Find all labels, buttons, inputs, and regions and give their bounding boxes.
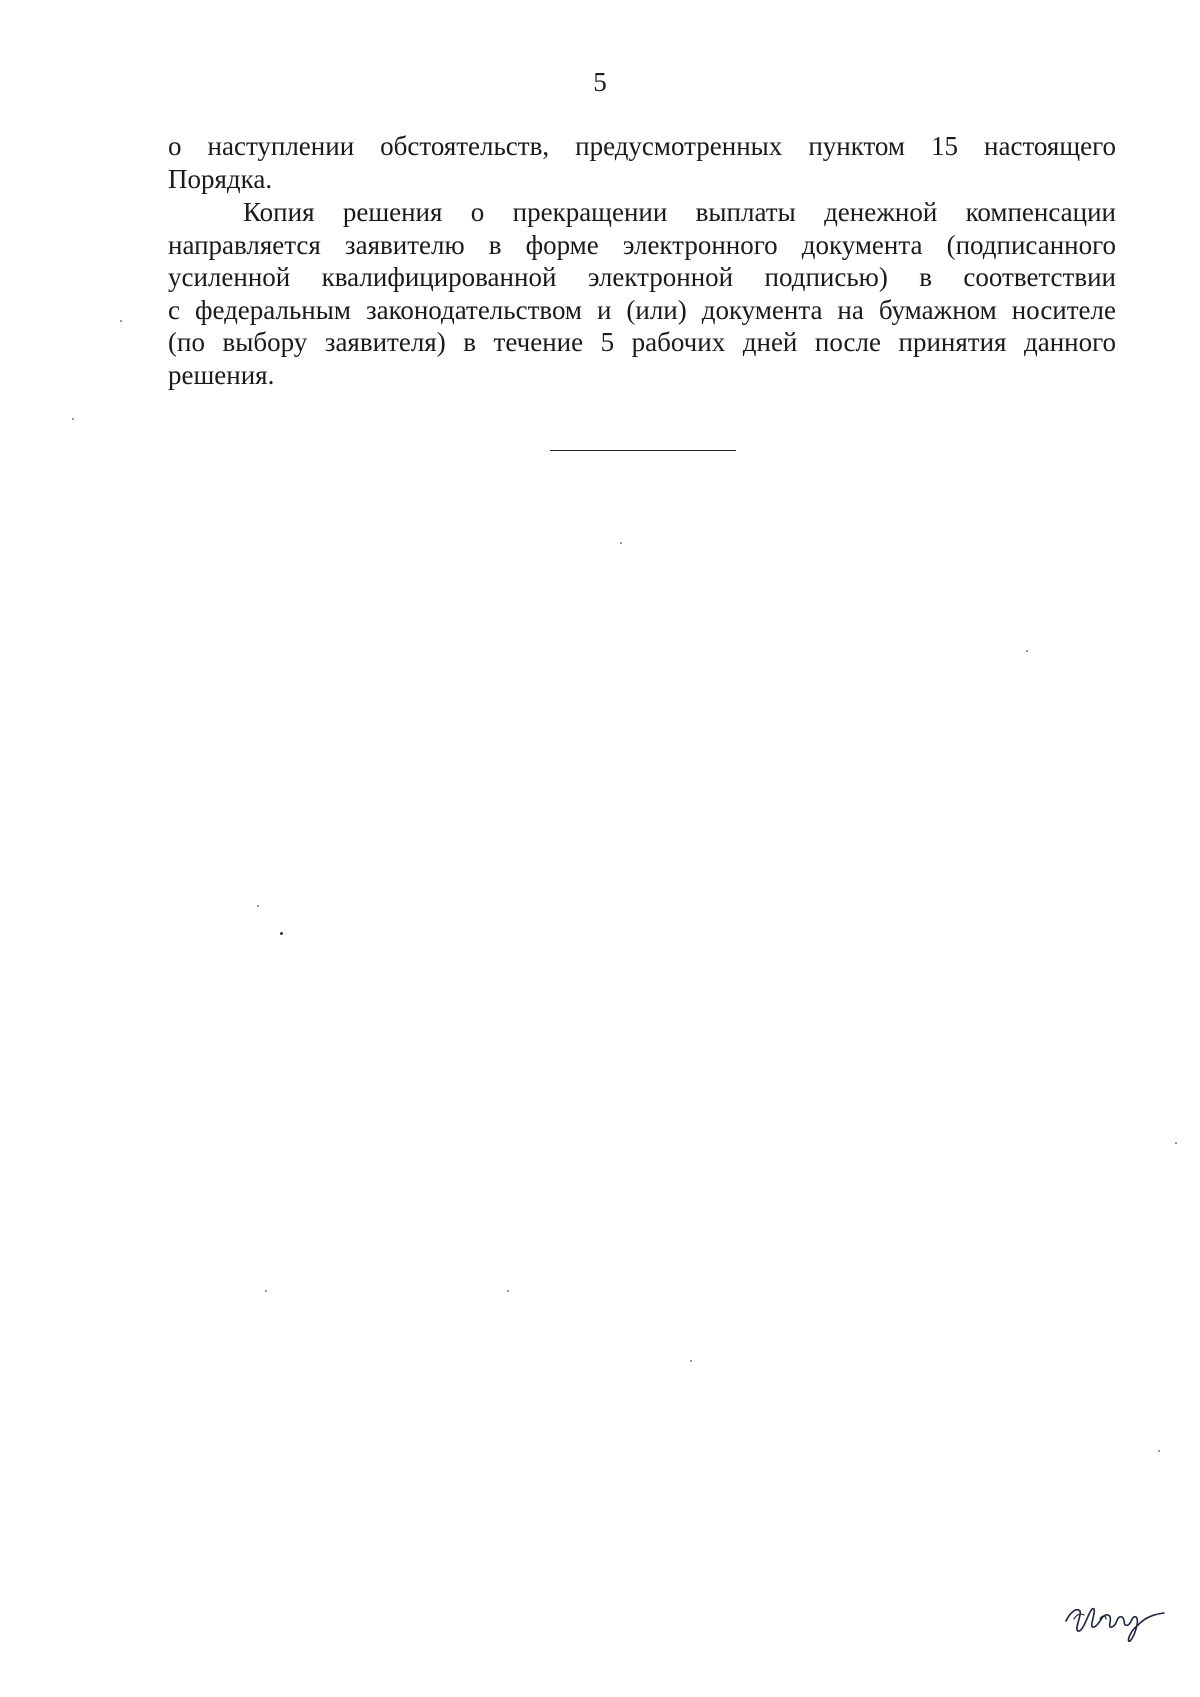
scan-speck	[507, 1290, 509, 1292]
end-of-text-rule	[550, 450, 736, 451]
scan-speck	[1158, 1450, 1160, 1452]
scan-speck	[257, 905, 259, 907]
paragraph-2-line-2: направляется заявителю в форме электронного документа (подписанного	[168, 229, 1116, 260]
paragraph-2-line-3: усиленной квалифицированной электронной подписью) в соответствии	[168, 262, 1116, 293]
scan-speck	[690, 1360, 692, 1362]
paragraph-2-line-1: Копия решения о прекращении выплаты денежной компенсации	[243, 197, 1116, 227]
scan-speck	[280, 932, 283, 935]
paragraph-2-line-6: решения.	[168, 359, 275, 390]
scan-speck	[120, 320, 122, 322]
scan-speck	[1175, 1142, 1177, 1144]
handwritten-signature-icon	[1060, 1585, 1170, 1645]
paragraph-1-line-2: Порядка.	[168, 163, 273, 194]
paragraph-1	[168, 130, 1116, 195]
scan-speck	[620, 542, 622, 544]
paragraph-2	[168, 196, 1116, 392]
paragraph-1-line-1: о наступлении обстоятельств, предусмотренных пунктом 15 настоящего	[168, 131, 1116, 161]
paragraph-2-line-5: (по выбору заявителя) в течение 5 рабочих дней после принятия данного	[168, 327, 1116, 358]
scan-speck	[265, 1290, 267, 1292]
page-number: 5	[593, 67, 607, 97]
paragraph-2-line-4: с федеральным законодательством и (или) документа на бумажном носителе	[168, 294, 1116, 325]
scan-speck	[1026, 650, 1028, 652]
scan-speck	[72, 418, 74, 420]
